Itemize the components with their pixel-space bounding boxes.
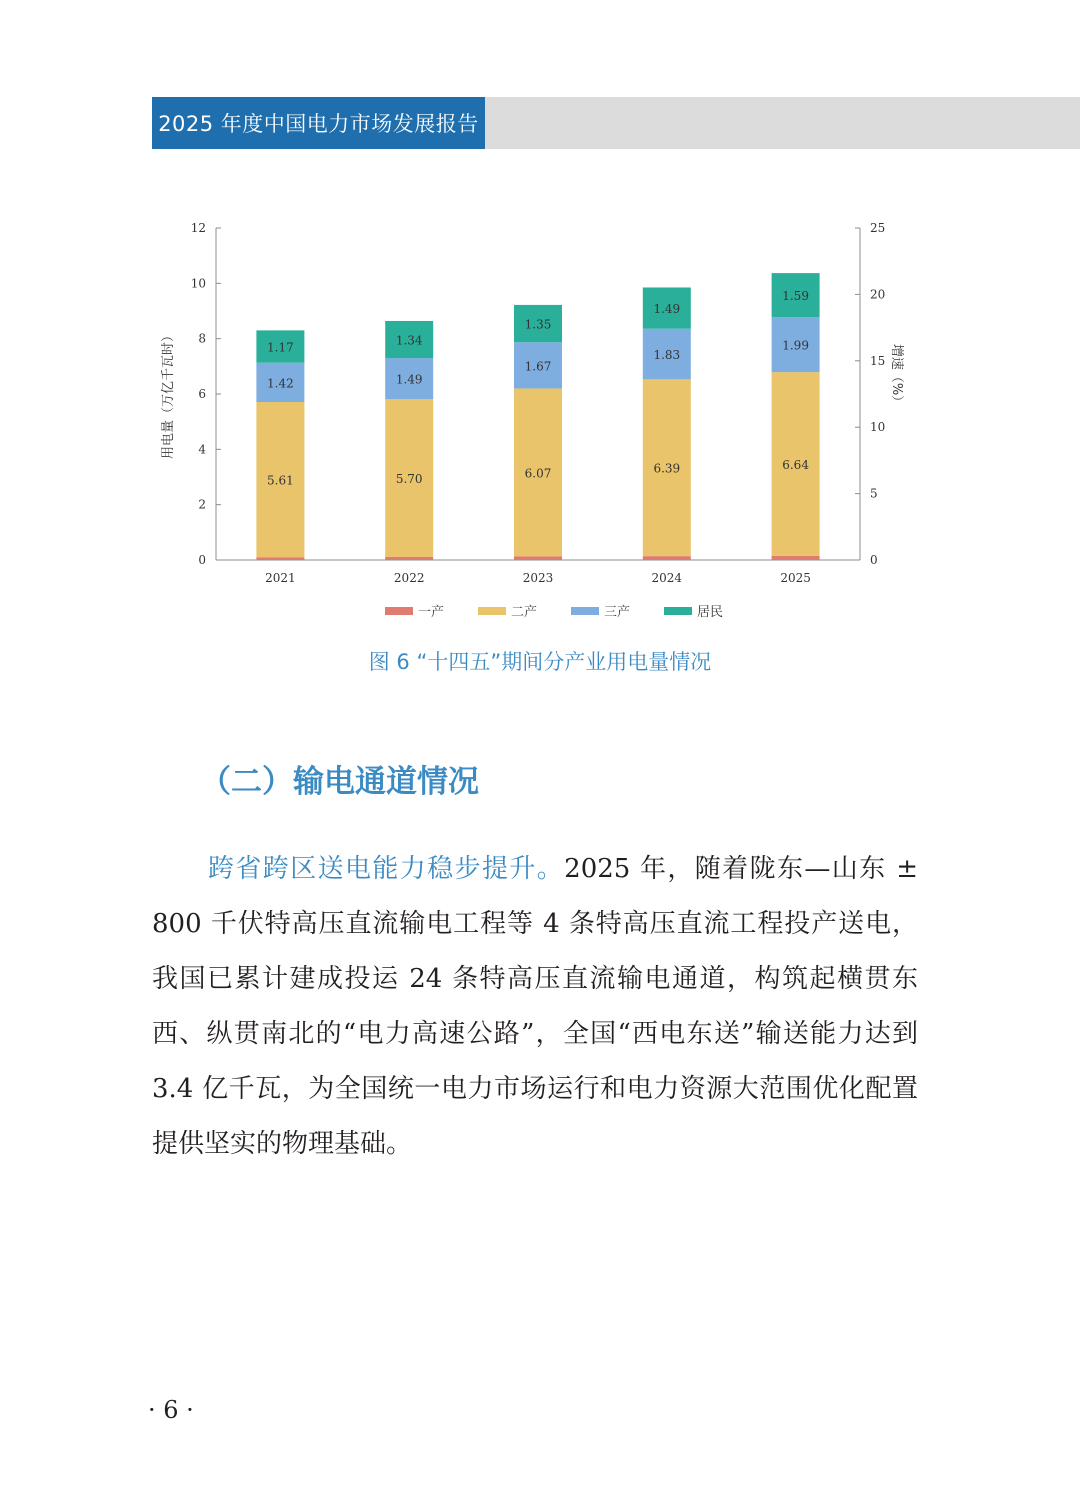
section-heading: （二）输电通道情况 <box>200 764 479 800</box>
y-tick-label: 12 <box>190 221 206 235</box>
page-number: · 6 · <box>148 1396 194 1424</box>
legend-label: 居民 <box>697 605 724 620</box>
data-label: 6.64 <box>782 457 809 472</box>
y-tick-label: 8 <box>198 331 206 346</box>
data-label: 1.49 <box>395 372 423 387</box>
figure-caption: 图 6 “十四五”期间分产业用电量情况 <box>368 650 712 674</box>
x-tick-label: 2021 <box>265 571 296 585</box>
y2-tick-label: 5 <box>870 486 878 501</box>
data-label: 5.70 <box>395 472 423 487</box>
body-paragraph <box>152 842 918 1172</box>
y-tick-label: 10 <box>190 276 206 291</box>
legend-swatch <box>385 607 413 615</box>
bar-segment-一产 <box>256 557 304 560</box>
y2-tick-label: 10 <box>870 420 886 435</box>
bar-segment-一产 <box>643 556 691 560</box>
y-tick-label: 6 <box>198 387 206 401</box>
stacked-bar-chart <box>0 0 1080 640</box>
paragraph-lead: 跨省跨区送电能力稳步提升。 <box>208 854 565 884</box>
header-title: 2025 年度中国电力市场发展报告 <box>152 97 485 149</box>
y-tick-label: 0 <box>198 553 206 567</box>
bar-segment-一产 <box>385 557 433 560</box>
y2-tick-label: 25 <box>870 221 886 235</box>
y-tick-label: 2 <box>198 497 206 512</box>
legend-swatch <box>478 607 506 615</box>
y-axis-title: 用电量（万亿千瓦时） <box>161 328 176 460</box>
x-tick-label: 2022 <box>393 571 425 585</box>
data-label: 6.07 <box>524 466 552 481</box>
data-label: 5.61 <box>267 473 294 488</box>
data-label: 6.39 <box>653 461 681 476</box>
x-tick-label: 2024 <box>651 571 683 585</box>
y2-axis-title: 增速（%） <box>889 343 904 409</box>
y2-tick-label: 15 <box>870 353 886 368</box>
legend-swatch <box>664 607 692 615</box>
data-label: 1.67 <box>524 359 552 374</box>
data-label: 1.42 <box>267 376 294 391</box>
bar-segment-一产 <box>514 556 562 560</box>
legend-swatch <box>571 607 599 615</box>
legend-label: 三产 <box>604 605 631 620</box>
data-label: 1.49 <box>653 302 681 317</box>
data-label: 1.17 <box>267 340 294 355</box>
data-label: 1.83 <box>653 348 681 363</box>
y2-tick-label: 20 <box>870 287 886 302</box>
paragraph-text: 2025 年，随着陇东—山东 ± 800 千伏特高压直流输电工程等 4 条特高压直流工程投产送电，我国已累计建成投运 24 条特高压直流输电通道，构筑起横贯东西、纵贯南北的“电力高速公路”，全国“西电东送”输送能力达到 3.4 亿千瓦，为全国统一电力市场运行和电力资源大范围优化配置提供坚实的物理基础。 <box>152 854 918 1159</box>
x-tick-label: 2025 <box>780 571 811 585</box>
data-label: 1.34 <box>395 333 423 348</box>
data-label: 1.35 <box>524 317 552 332</box>
data-label: 1.59 <box>782 289 809 304</box>
data-label: 1.99 <box>782 338 809 353</box>
x-tick-label: 2023 <box>522 571 554 585</box>
y-tick-label: 4 <box>198 442 206 457</box>
legend-label: 一产 <box>418 605 445 620</box>
bar-segment-一产 <box>772 556 820 560</box>
legend-label: 二产 <box>511 605 538 620</box>
y2-tick-label: 0 <box>870 553 878 567</box>
